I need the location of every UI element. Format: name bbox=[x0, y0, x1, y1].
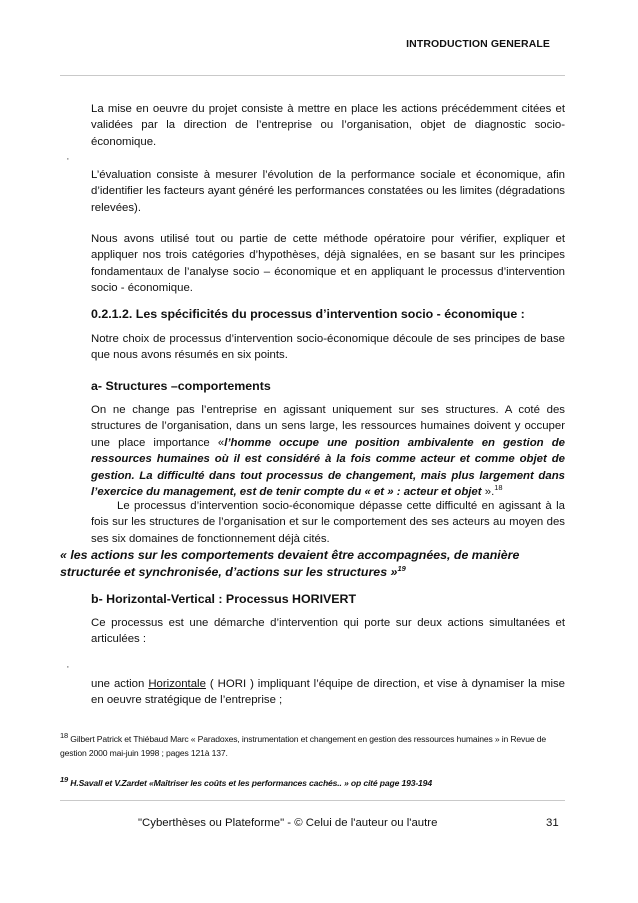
header-rule bbox=[60, 75, 565, 76]
subheading-horivert: b- Horizontal-Vertical : Processus HORIVERT bbox=[91, 592, 357, 606]
paragraph-implementation: La mise en oeuvre du projet consiste à mettre en place les actions précédemment citées et validées par la direction de l’entreprise ou l’organisation, objet de diagnostic socio-économique. bbox=[91, 103, 565, 148]
page-number: 31 bbox=[546, 817, 559, 829]
paragraph-section-intro: Notre choix de processus d’intervention socio-économique découle de ses principes de base que nous avons résumés en six points. bbox=[91, 333, 565, 362]
footnote-18-text: Gilbert Patrick et Thiébaud Marc « Paradoxes, instrumentation et changement en gestion des ressources humaines » in Revue de gestion 2000 mai-juin 1998 ; pages 121à 137. bbox=[60, 734, 546, 758]
bullet-marker: · bbox=[66, 661, 70, 673]
paragraph-method: Nous avons utilisé tout ou partie de cette méthode opératoire pour vérifier, expliquer et appliquer nos trois catégories d’hypothèses, déjà signalées, en se basant sur les principes fondamentaux de l’analyse socio – économique et en appliquant le processus d’intervention socio - économique. bbox=[91, 233, 565, 295]
subheading-structures-comportements: a- Structures –comportements bbox=[91, 379, 271, 393]
structures-text: On ne change pas l’entreprise en agissant uniquement sur ses structures. A coté des structures de l’organisation, dans un sens large, les ressources humaines doivent y occuper une place importance « bbox=[91, 404, 565, 449]
footer-credit: "Cyberthèses ou Plateforme" - © Celui de l'auteur ou l'autre bbox=[138, 817, 438, 829]
running-header: INTRODUCTION GENERALE bbox=[406, 38, 550, 50]
paragraph-process-surpasses: Le processus d’intervention socio-économique dépasse cette difficulté en agissant à la fois sur les structures de l’organisation et sur le comportement des ses acteurs au moyen des ses six domaines de fonctionnement déjà cités. bbox=[91, 500, 565, 545]
structures-quote-close: ». bbox=[484, 486, 495, 499]
list-item-text-pre: une action bbox=[91, 678, 149, 690]
section-heading: 0.2.1.2. Les spécificités du processus d’intervention socio - économique : bbox=[91, 307, 525, 321]
footnote-ref-18[interactable]: 18 bbox=[494, 483, 503, 493]
structures-quote: l’homme occupe une position ambivalente en gestion de ressources humaines où il est considéré à la fois comme acteur et comme objet de gestion. La difficulté dans tout processus de changement, mais plus largement dans l’exercice du management, est de tenir compte du « et » : acteur et objet bbox=[91, 436, 565, 499]
bullet-marker: · bbox=[66, 153, 70, 165]
footnote-19-text: H.Savall et V.Zardet «Maîtriser les coûts et les performances cachés.. » op cité page 193-194 bbox=[70, 778, 432, 788]
list-item-text-post: ( HORI ) impliquant l’équipe de direction, et vise à dynamiser la mise en oeuvre stratégique de l’entreprise ; bbox=[91, 678, 566, 707]
block-quote-text: « les actions sur les comportements devaient être accompagnées, de manière structurée et synchronisée, d’actions sur les structures » bbox=[60, 548, 520, 579]
footnote-18-number: 18 bbox=[60, 731, 69, 741]
paragraph-structures bbox=[91, 402, 565, 500]
footnote-18 bbox=[60, 732, 565, 760]
footnote-19-number: 19 bbox=[60, 775, 69, 785]
footer-rule bbox=[60, 800, 565, 801]
footnote-19 bbox=[60, 776, 565, 790]
paragraph-evaluation: L’évaluation consiste à mesurer l’évolution de la performance sociale et économique, afin d’identifier les facteurs ayant généré les performances constatées ou les limites (dégradations relevées). bbox=[91, 169, 565, 214]
list-item-horizontal bbox=[91, 676, 565, 709]
paragraph-horivert: Ce processus est une démarche d’intervention qui porte sur deux actions simultanées et articulées : bbox=[91, 617, 565, 646]
block-quote bbox=[60, 547, 565, 581]
footnote-ref-19[interactable]: 19 bbox=[397, 563, 406, 573]
horizontale-link[interactable]: Horizontale bbox=[148, 678, 206, 690]
